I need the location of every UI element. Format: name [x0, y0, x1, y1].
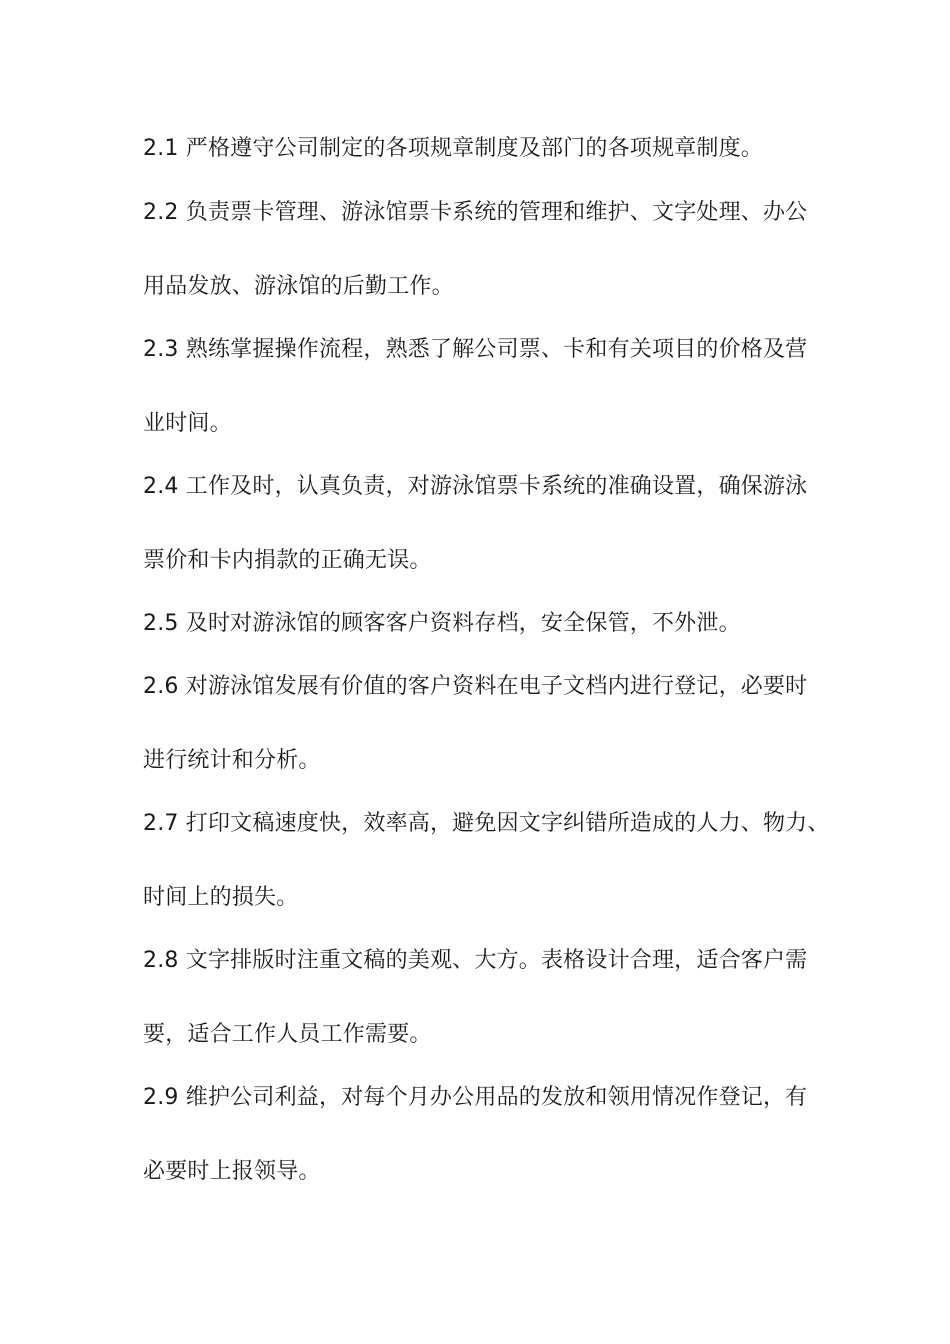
paragraph-2-7-line-2: 时间上的损失。	[143, 885, 299, 910]
paragraph-2-1-line-1: 2.1 严格遵守公司制定的各项规章制度及部门的各项规章制度。	[143, 136, 763, 161]
paragraph-2-6-line-2: 进行统计和分析。	[143, 748, 321, 773]
paragraph-2-4-line-1: 2.4 工作及时，认真负责，对游泳馆票卡系统的准确设置，确保游泳	[143, 474, 808, 499]
paragraph-2-5-line-1: 2.5 及时对游泳馆的顾客客户资料存档，安全保管，不外泄。	[143, 611, 741, 636]
paragraph-2-9-line-2: 必要时上报领导。	[143, 1159, 321, 1184]
paragraph-2-6-line-1: 2.6 对游泳馆发展有价值的客户资料在电子文档内进行登记，必要时	[143, 674, 808, 699]
paragraph-2-2-line-2: 用品发放、游泳馆的后勤工作。	[143, 274, 454, 299]
paragraph-2-2-line-1: 2.2 负责票卡管理、游泳馆票卡系统的管理和维护、文字处理、办公	[143, 200, 808, 225]
paragraph-2-8-line-1: 2.8 文字排版时注重文稿的美观、大方。表格设计合理，适合客户需	[143, 948, 808, 973]
paragraph-2-7-line-1: 2.7 打印文稿速度快，效率高，避免因文字纠错所造成的人力、物力、	[143, 811, 830, 836]
paragraph-2-8-line-2: 要，适合工作人员工作需要。	[143, 1022, 432, 1047]
paragraph-2-3-line-2: 业时间。	[143, 411, 232, 436]
paragraph-2-4-line-2: 票价和卡内捐款的正确无误。	[143, 548, 432, 573]
paragraph-2-3-line-1: 2.3 熟练掌握操作流程，熟悉了解公司票、卡和有关项目的价格及营	[143, 337, 808, 362]
paragraph-2-9-line-1: 2.9 维护公司利益，对每个月办公用品的发放和领用情况作登记，有	[143, 1085, 808, 1110]
